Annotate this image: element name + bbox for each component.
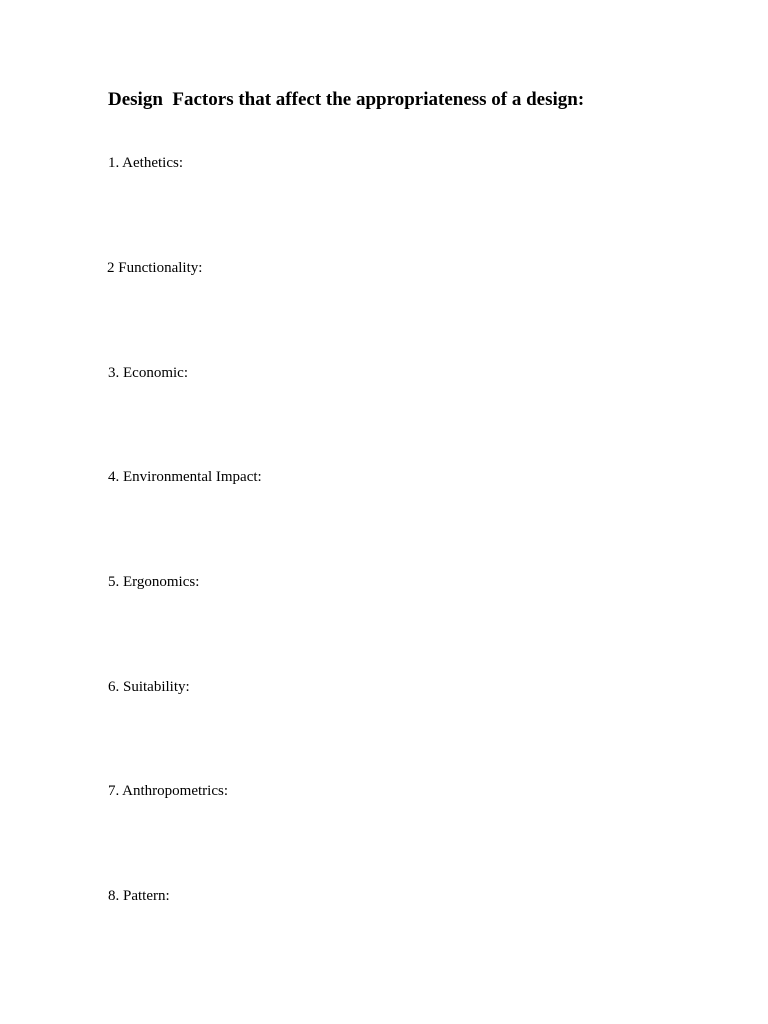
- factor-functionality-label: 2 Functionality:: [107, 260, 203, 276]
- factor-suitability-label: 6. Suitability:: [108, 679, 190, 695]
- factor-environmental-impact-label: 4. Environmental Impact:: [108, 469, 262, 485]
- factor-aesthetics-label: 1. Aethetics:: [108, 155, 183, 171]
- factor-pattern-label: 8. Pattern:: [108, 888, 170, 904]
- factor-anthropometrics-label: 7. Anthropometrics:: [108, 783, 228, 799]
- factor-economic-label: 3. Economic:: [108, 365, 188, 381]
- factor-ergonomics-label: 5. Ergonomics:: [108, 574, 200, 590]
- document-title: Design Factors that affect the appropriateness of a design:: [108, 89, 585, 110]
